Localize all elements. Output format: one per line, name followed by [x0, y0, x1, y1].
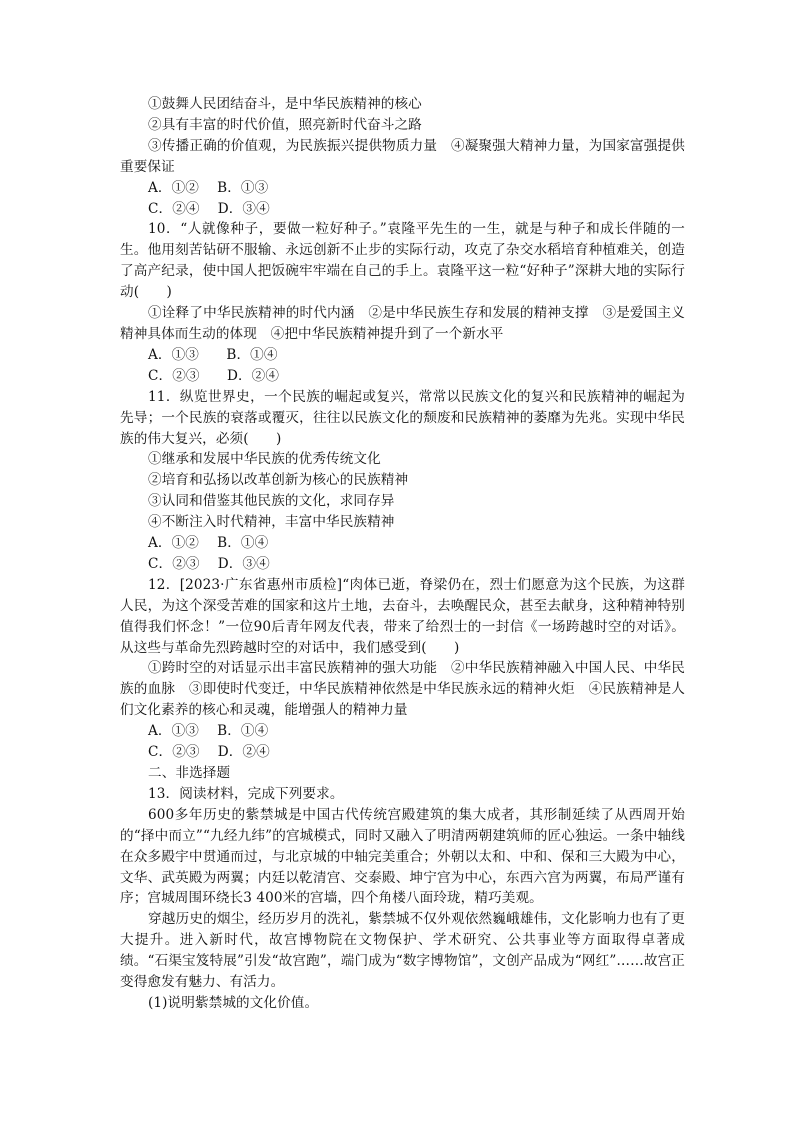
q9-options-cd: C．②④ D．③④ [148, 200, 270, 217]
q11-choice-1: ①继承和发展中华民族的优秀传统文化 [148, 451, 381, 468]
q11-options-cd: C．②③ D．③④ [148, 555, 270, 572]
q9-choice-3-4: ③传播正确的价值观，为民族振兴提供物质力量 ④凝聚强大精神力量，为国家富强提供重要保证 [120, 137, 685, 175]
q11-choice-4: ④不断注入时代精神，丰富中华民族精神 [148, 514, 395, 531]
q11-choice-3: ③认同和借鉴其他民族的文化，求同存异 [148, 493, 395, 510]
q13-material-para-1: 600多年历史的紫禁城是中国古代传统宫殿建筑的集大成者，其形制延续了从西周开始的“择中而立”“九经九纬”的宫城模式，同时又融入了明清两朝建筑师的匠心独运。一条中轴线在众多殿宇中贯通而过，与北京城的中轴完美重合；外朝以太和、中和、保和三大殿为中心，文华、武英殿为两翼；内廷以乾清宫、交泰殿、坤宁宫为中心，东西六宫为两翼，布局严谨有序；宫城周围环绕长3 400米的宫墙，四个角楼八面玲珑，精巧美观。 [120, 806, 685, 907]
q13-requirement-1: (1)说明紫禁城的文化价值。 [148, 994, 319, 1011]
q11-choice-2: ②培育和弘扬以改革创新为核心的民族精神 [148, 472, 409, 489]
q11-options-ab: A．①② B．①④ [148, 535, 269, 552]
q9-choice-2: ②具有丰富的时代价值，照亮新时代奋斗之路 [148, 116, 422, 133]
q11-stem: 11．纵览世界史，一个民族的崛起或复兴，常常以民族文化的复兴和民族精神的崛起为先导；一个民族的衰落或覆灭，往往以民族文化的颓废和民族精神的萎靡为先兆。实现中华民族的伟大复兴，必须( ) [120, 388, 685, 447]
q10-stem: 10．“人就像种子，要做一粒好种子。”袁隆平先生的一生，就是与种子和成长伴随的一生。他用刻苦钻研不服输、永远创新不止步的实际行动，攻克了杂交水稻培育种植难关，创造了高产纪录，使中国人把饭碗牢牢端在自己的手上。袁隆平这一粒“好种子”深耕大地的实际行动( ) [120, 221, 685, 301]
q10-options-cd: C．②③ D．②④ [148, 367, 280, 384]
q12-choices: ①跨时空的对话显示出丰富民族精神的强大功能 ②中华民族精神融入中国人民、中华民族的血脉 ③即使时代变迁，中华民族精神依然是中华民族永远的精神火炬 ④民族精神是人们文化素养的核心和灵魂，能增强人的精神力量 [120, 660, 685, 719]
q12-stem: 12．[2023·广东省惠州市质检]“肉体已逝，脊梁仍在，烈士们愿意为这个民族，为这群人民，为这个深受苦难的国家和这片土地，去奋斗，去唤醒民众，甚至去献身，这种精神特别值得我们怀念！”一位90后青年网友代表，带来了给烈士的一封信《一场跨越时空的对话》。从这些与革命先烈跨越时空的对话中，我们感受到( ) [120, 576, 685, 656]
q10-choices: ①诠释了中华民族精神的时代内涵 ②是中华民族生存和发展的精神支撑 ③是爱国主义精神具体而生动的体现 ④把中华民族精神提升到了一个新水平 [120, 305, 685, 342]
q12-options-cd: C．②③ D．②④ [148, 744, 270, 761]
section-heading: 二、非选择题 [148, 765, 231, 781]
q9-choice-1: ①鼓舞人民团结奋斗，是中华民族精神的核心 [148, 96, 422, 112]
q10-options-ab: A．①③ B．①④ [148, 346, 278, 363]
q9-options-ab: A．①② B．①③ [148, 179, 269, 196]
q13-material-para-2: 穿越历史的烟尘，经历岁月的洗礼，紫禁城不仅外观依然巍峨雄伟，文化影响力也有了更大提升。进入新时代，故宫博物院在文物保护、学术研究、公共事业等方面取得卓著成绩。“石渠宝笈特展”引发“故宫跑”，端门成为“数字博物馆”，文创产品成为“网红”……故宫正变得愈发有魅力、有活力。 [120, 911, 685, 991]
document-body [120, 94, 685, 1014]
q12-options-ab: A．①③ B．①④ [148, 723, 269, 740]
q13-stem: 13．阅读材料，完成下列要求。 [148, 785, 344, 802]
